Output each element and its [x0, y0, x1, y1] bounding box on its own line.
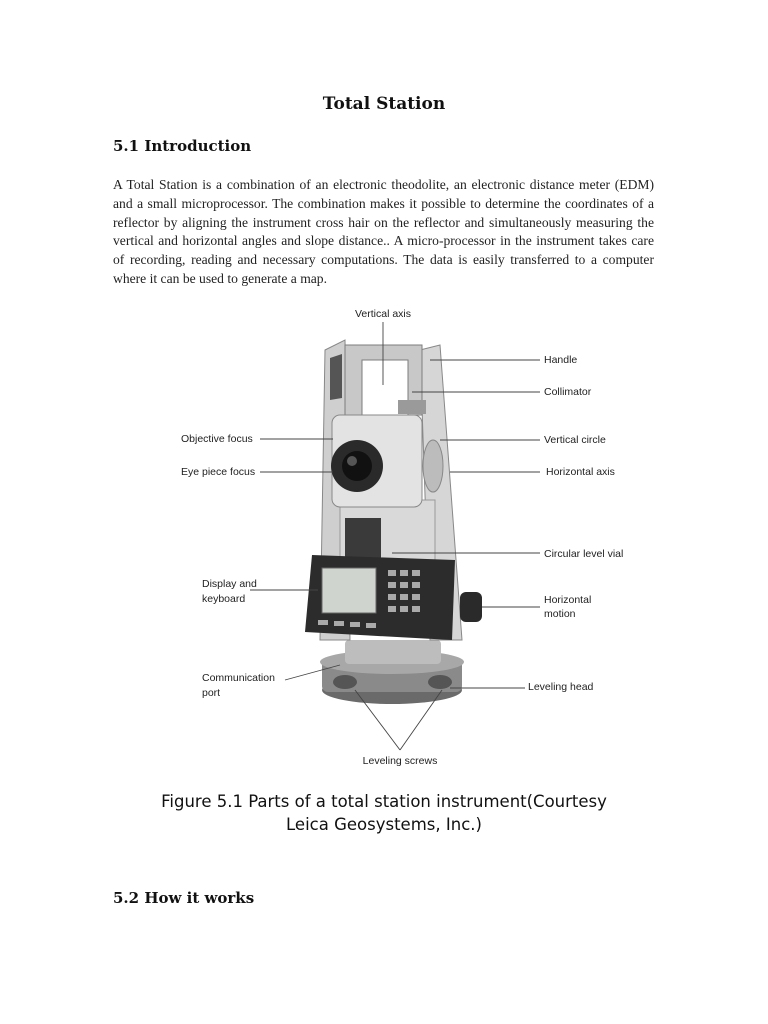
total-station-figure [0, 298, 768, 778]
total-station-illustration [305, 340, 482, 704]
label-communication: Communication [202, 672, 275, 684]
caption-line-2: Leica Geosystems, Inc.) [286, 815, 482, 834]
label-motion: motion [544, 608, 576, 620]
figure-caption [0, 790, 768, 836]
section-heading-introduction: 5.1 Introduction [113, 137, 252, 155]
label-leveling-head: Leveling head [528, 681, 594, 693]
label-vertical-axis: Vertical axis [354, 308, 412, 320]
caption-line-1: Figure 5.1 Parts of a total station instrument(Courtesy [161, 792, 607, 811]
label-horizontal-axis: Horizontal axis [546, 466, 615, 478]
label-vertical-circle: Vertical circle [544, 434, 606, 446]
label-leveling-screws: Leveling screws [362, 755, 438, 767]
label-handle: Handle [544, 354, 578, 366]
label-keyboard: keyboard [202, 593, 246, 605]
label-eye-piece-focus: Eye piece focus [181, 466, 256, 478]
label-port: port [202, 687, 221, 699]
label-horizontal: Horizontal [544, 594, 592, 606]
section-heading-how-it-works: 5.2 How it works [113, 889, 255, 907]
label-display-and: Display and [202, 578, 257, 590]
label-circular-level-vial: Circular level vial [544, 548, 624, 560]
introduction-paragraph: A Total Station is a combination of an electronic theodolite, an electronic distance meter (EDM) and a small microprocessor. The combination makes it possible to determine the coordinates of a reflector by aligning the instrument cross hair on the reflector and simultaneously measuring the vertical and horizontal angles and slope distance.. A micro-processor in the instrument takes care of recording, reading and necessary computations. The data is easily transferred to a computer where it can be used to generate a map. [113, 177, 654, 286]
label-objective-focus: Objective focus [181, 433, 253, 445]
label-collimator: Collimator [544, 386, 592, 398]
page-title: Total Station [322, 94, 446, 114]
